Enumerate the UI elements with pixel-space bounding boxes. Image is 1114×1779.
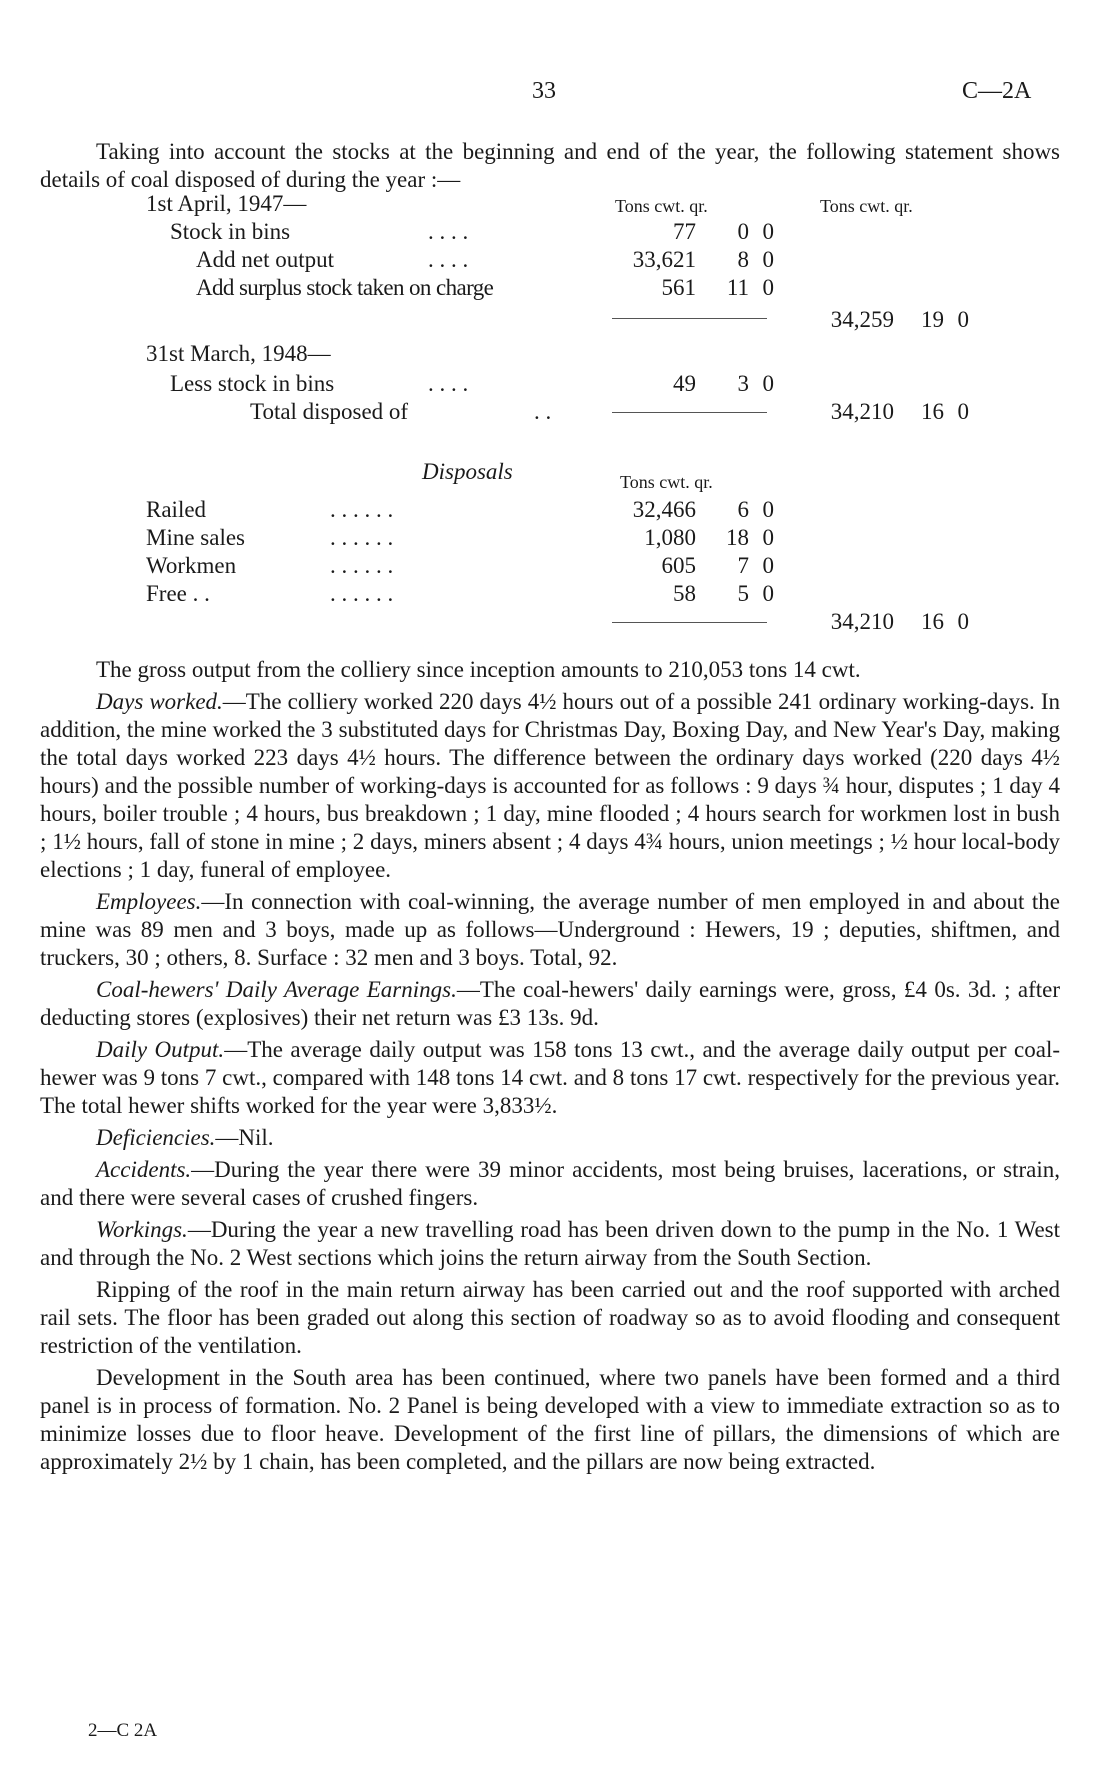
subtotal-rule (612, 318, 767, 319)
paragraph-workings (40, 1216, 1060, 1272)
less-stock-cwt: 3 (737, 371, 749, 396)
disposals-total-tons: 34,210 (830, 609, 894, 634)
disposal-tons: 58 (673, 581, 696, 606)
paragraph-heading: Employees. (96, 889, 202, 914)
less-stock-tons: 49 (673, 371, 696, 396)
stock-row-qr: 0 (762, 247, 774, 272)
stock-col-head-1: Tons cwt. qr. (615, 196, 708, 216)
disposal-dots: . . . . . . (330, 497, 394, 522)
disposal-cwt: 6 (737, 497, 749, 522)
intro-paragraph (40, 138, 1060, 194)
paragraph-text: —During the year there were 39 minor accidents, most being bruises, lacerations, or strain, and there were several cases of crushed fingers. (40, 1157, 1060, 1210)
paragraph-development (40, 1364, 1060, 1476)
subtotal-cwt: 19 (921, 307, 944, 332)
paragraph-text: —The coal-hewers' daily earnings were, gross, £4 0s. 3d. ; after deducting stores (explosives) their net return was £3 13s. 9d. (40, 977, 1061, 1030)
paragraph-heading: Accidents. (96, 1157, 192, 1182)
disposal-tons: 32,466 (632, 497, 696, 522)
subtotal-tons: 34,259 (830, 307, 894, 332)
total-disposed-label: Total disposed of (250, 399, 409, 424)
disposal-qr: 0 (762, 525, 774, 550)
disposal-cwt: 7 (737, 553, 749, 578)
intro-text: Taking into account the stocks at the beginning and end of the year, the following statement shows details of coal disposed of during the year :— (40, 139, 1060, 192)
stock-row-cwt: 8 (737, 247, 749, 272)
disposal-tons: 605 (661, 553, 696, 578)
paragraph-text: —During the year a new travelling road has been driven down to the pump in the No. 1 West and through the No. 2 West sections which joins the return airway from the South Section. (40, 1217, 1060, 1270)
opening-date: 1st April, 1947— (146, 191, 307, 216)
paragraph-days-worked (40, 688, 1060, 884)
disposal-cwt: 5 (737, 581, 749, 606)
disposals-total-qr: 0 (957, 609, 969, 634)
paragraph-ripping (40, 1276, 1060, 1360)
stock-row-label: Add surplus stock taken on charge (196, 275, 494, 300)
disposal-dots: . . . . . . (330, 581, 394, 606)
paragraph-accidents (40, 1156, 1060, 1212)
paragraph-text: —In connection with coal-winning, the average number of men employed in and about the mine was 89 men and 3 boys, made up as follows—Underground : Hewers, 19 ; deputies, shiftmen, and truckers, 30 ; others, 8. Surface : 32 men and 3 boys. Total, 92. (40, 889, 1060, 970)
paragraph-text: Ripping of the roof in the main return airway has been carried out and the roof supported with arched rail sets. The floor has been graded out along this section of roadway so as to avoid flooding and consequent restriction of the ventilation. (40, 1277, 1060, 1358)
disposal-label: Free . . (146, 581, 210, 606)
disposal-qr: 0 (762, 581, 774, 606)
disposal-label: Railed (146, 497, 207, 522)
stock-row-cwt: 0 (737, 219, 749, 244)
disposals-total-rule (612, 622, 767, 623)
report-body (40, 656, 1060, 1480)
disposal-label: Mine sales (146, 525, 246, 550)
stock-row-tons: 33,621 (632, 247, 696, 272)
paragraph-employees (40, 888, 1060, 972)
disposals-col-head: Tons cwt. qr. (620, 472, 713, 492)
paragraph-gross-output (40, 656, 1060, 684)
page-number: 33 (532, 78, 556, 104)
disposal-dots: . . . . . . (330, 525, 394, 550)
disposal-qr: 0 (762, 497, 774, 522)
stock-row-cwt: 11 (726, 275, 749, 300)
subtotal-qr: 0 (957, 307, 969, 332)
stock-row-tons: 77 (673, 219, 696, 244)
paragraph-heading: Days worked. (96, 689, 223, 714)
paragraph-heading: Coal-hewers' Daily Average Earnings. (96, 977, 457, 1002)
paragraph-daily-output (40, 1036, 1060, 1120)
total-disposed-qr: 0 (957, 399, 969, 424)
disposal-qr: 0 (762, 553, 774, 578)
paragraph-heading: Workings. (96, 1217, 188, 1242)
less-stock-dots: . . . . (428, 371, 469, 396)
stock-row-tons: 561 (661, 275, 696, 300)
stock-row-dots: . . . . (428, 219, 469, 244)
stock-row-qr: 0 (762, 219, 774, 244)
disposal-label: Workmen (146, 553, 237, 578)
disposals-total-cwt: 16 (921, 609, 944, 634)
page-footer: 2—C 2A (88, 1720, 158, 1741)
stock-col-head-2: Tons cwt. qr. (820, 196, 913, 216)
disposals-title: Disposals (422, 459, 513, 484)
disposal-cwt: 18 (726, 525, 749, 550)
paragraph-heading: Deficiencies. (96, 1125, 216, 1150)
disposal-tons: 1,080 (644, 525, 696, 550)
stock-row-qr: 0 (762, 275, 774, 300)
less-stock-label: Less stock in bins (170, 371, 335, 396)
paragraph-text: —The average daily output was 158 tons 13 cwt., and the average daily output per coal-hewer was 9 tons 7 cwt., compared with 148 tons 14 cwt. and 8 tons 17 cwt. respectively for the previous year. The total hewer shifts worked for the year were 3,833½. (40, 1037, 1060, 1118)
less-stock-qr: 0 (762, 371, 774, 396)
paragraph-deficiencies (40, 1124, 1060, 1152)
paragraph-text: —Nil. (215, 1125, 274, 1150)
paragraph-earnings (40, 976, 1060, 1032)
paragraph-text: The gross output from the colliery since inception amounts to 210,053 tons 14 cwt. (96, 657, 861, 682)
document-reference: C—2A (962, 78, 1032, 104)
paragraph-text: Development in the South area has been continued, where two panels have been formed and a third panel is in process of formation. No. 2 Panel is being developed with a view to immediate extraction so as to minimize losses due to floor heave. Development of the first line of pillars, the dimensions of which are approximately 2½ by 1 chain, has been completed, and the pillars are now being extracted. (40, 1365, 1060, 1474)
paragraph-heading: Daily Output. (96, 1037, 225, 1062)
total-disposed-cwt: 16 (921, 399, 944, 424)
total-disposed-dots: . . (534, 399, 552, 424)
disposal-dots: . . . . . . (330, 553, 394, 578)
closing-date: 31st March, 1948— (146, 341, 331, 366)
stock-row-dots: . . . . (428, 247, 469, 272)
stock-row-label: Stock in bins (170, 219, 291, 244)
stock-row-label: Add net output (196, 247, 334, 272)
total-rule (612, 412, 767, 413)
total-disposed-tons: 34,210 (830, 399, 894, 424)
paragraph-text: —The colliery worked 220 days 4½ hours out of a possible 241 ordinary working-days. In addition, the mine worked the 3 substituted days for Christmas Day, Boxing Day, and New Year's Day, making the total days worked 223 days 4½ hours. The difference between the ordinary days worked (220 days 4½ hours) and the possible number of working-days is accounted for as follows : 9 days ¾ hour, disputes ; 1 day 4 hours, boiler trouble ; 4 hours, bus breakdown ; 1 day, mine flooded ; 4 hours search for workmen lost in bush ; 1½ hours, fall of stone in mine ; 2 days, miners absent ; 4 days 4¾ hours, union meetings ; ½ hour local-body elections ; 1 day, funeral of employee. (40, 689, 1061, 882)
